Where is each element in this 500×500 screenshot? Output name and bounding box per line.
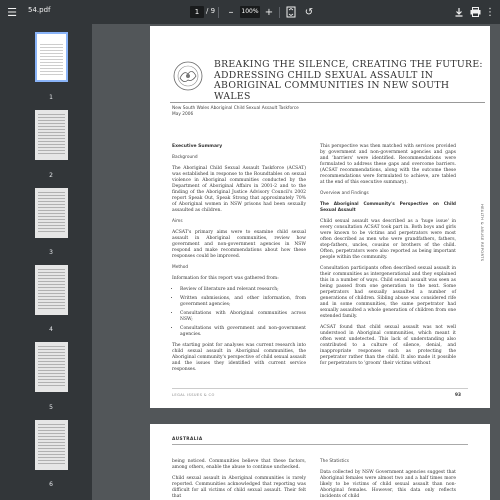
list-item: • Consultations with government and non-government agencies.: [180, 326, 306, 338]
page-thumbnail-6[interactable]: [35, 420, 68, 470]
right-column: [320, 459, 456, 500]
right-column: [320, 144, 456, 372]
subsection-heading: Background: [172, 155, 198, 160]
pdf-toolbar: [0, 0, 500, 24]
thumbnail-number: 1: [49, 94, 53, 101]
emblem-icon: [172, 60, 204, 92]
subsection-heading: The Statistics: [320, 459, 349, 464]
document-viewer[interactable]: [92, 24, 500, 500]
pdf-page-2: [150, 424, 490, 500]
thumbnail-number: 5: [49, 404, 53, 411]
page-thumbnail-1[interactable]: [35, 32, 68, 82]
plus-icon[interactable]: +: [264, 6, 274, 18]
left-column: [172, 459, 306, 500]
page-thumbnail-5[interactable]: [35, 342, 68, 392]
more-vert-icon[interactable]: ⋮: [485, 6, 495, 18]
list-item: • Review of literature and relevant research;: [180, 287, 306, 293]
paragraph: ACSAT found that child sexual assault was not well understood in Aboriginal communities, which meant it often went undetected. This lack of understanding also contributed to a culture of silence, denial, and inappropriate responses such as protecting the perpetrator rather than the child. It also made it possible for perpetrators to 'groom' their victims without: [320, 325, 456, 366]
paragraph: Child sexual assault in Aboriginal communities is rarely reported. Communities acknowledged that reporting was difficult for all victims of child sexual assault. Their felt that: [172, 476, 306, 499]
running-header: AUSTRALIA: [172, 437, 203, 442]
toolbar-divider: [279, 7, 280, 18]
page-thumbnail-2[interactable]: [35, 110, 68, 160]
paragraph: Consultation participants often described sexual assault in their communities as intergenerational and they explained this in a number of ways. Child sexual assault was seen as being passed from one generation to the next. Some perpetrators had sexually assaulted a number of generations of children. Sibling abuse was considered rife and in some communities, the same perpetrator had sexually assaulted a whole generation of children from one extended family.: [320, 266, 456, 319]
page-thumbnail-3[interactable]: [35, 188, 68, 238]
paragraph: Data collected by NSW Government agencies suggest that Aboriginal females were almost two and a half times more likely to be victims of child sexual assault than non-Aboriginal females. However, this data only reflects incidents of child: [320, 470, 456, 499]
fit-page-icon[interactable]: [284, 5, 298, 19]
download-icon[interactable]: [452, 5, 466, 19]
bullet-list: [180, 287, 306, 338]
footer-divider: [172, 388, 468, 389]
list-item: • Written submissions, and other information, from government agencies;: [180, 296, 306, 308]
print-icon[interactable]: [468, 5, 482, 19]
title-divider: [170, 102, 485, 103]
left-column: [172, 144, 306, 378]
side-section-label: HEALTH & ABUSE REPORTS: [480, 204, 484, 262]
page-number: 93: [455, 393, 461, 398]
menu-icon[interactable]: ☰: [7, 5, 17, 19]
page-number-input[interactable]: 1: [190, 6, 204, 18]
toolbar-divider: [218, 7, 219, 18]
subsection-heading: Method: [172, 265, 189, 270]
paragraph: The Aboriginal Child Sexual Assault Taskforce (ACSAT) was established in response to the Roundtables on sexual violence in Aboriginal communities conducted by the Department of Aboriginal Affairs in 2001-2 and to the finding of the Aboriginal Justice Advisory Council's 2002 report Speak Out, Speak Strong that approximately 70% of Aboriginal women in NSW prisons had been sexually assaulted as children.: [172, 166, 306, 213]
thumbnail-number: 2: [49, 172, 53, 179]
document-author: New South Wales Aboriginal Child Sexual Assault Taskforce: [172, 106, 299, 111]
paragraph: Information for this report was gathered from:: [172, 276, 279, 281]
paragraph: being noticed. Communities believe that these factors, among others, enable the abuse to continue unchecked.: [172, 459, 306, 470]
page-thumbnail-4[interactable]: [35, 265, 68, 315]
minus-icon[interactable]: –: [228, 6, 234, 18]
document-title: BREAKING THE SILENCE, CREATING THE FUTURE: ADDRESSING CHILD SEXUAL ASSAULT IN ABORIGINAL COMMUNITIES IN NEW SOUTH WALES: [214, 59, 483, 102]
zoom-input[interactable]: 100%: [240, 6, 260, 18]
thumbnail-sidebar: [0, 24, 92, 500]
thumbnail-number: 6: [49, 481, 53, 488]
paragraph: The starting point for analyses was current research into child sexual assault in Aboriginal communities, the Aboriginal community's perspective of child sexual assault and the issues they identified with current service responses.: [172, 343, 306, 372]
paragraph: ACSAT's primary aims were to examine child sexual assault in Aboriginal communities, review how government and non-government agencies in NSW respond and make recommendations about how these responses could be improved.: [172, 230, 306, 259]
page-total: / 9: [206, 7, 216, 15]
footer-journal: LEGAL ISSUES & CO: [172, 393, 215, 397]
subsection-heading: The Aboriginal Community's Perspective on Child Sexual Assault: [320, 202, 456, 213]
paragraph: This perspective was then matched with services provided by government and non-government agencies and gaps and 'barriers' were identified. Recommendations were formulated to address these gaps and overcome barriers. (ACSAT recommendations, along with the outcome these recommendations were formulated to achieve, are tabled at the end of this executive summary).: [320, 144, 456, 185]
section-heading: Executive Summary: [172, 144, 223, 149]
subsection-heading: Aims: [172, 219, 183, 224]
file-name: 54.pdf: [28, 6, 51, 14]
list-item: • Consultations with Aboriginal communities across NSW;: [180, 311, 306, 323]
pdf-page-1: [150, 26, 490, 408]
thumbnail-number: 3: [49, 249, 53, 256]
document-date: May 2006: [172, 112, 194, 117]
rotate-icon[interactable]: ↺: [304, 6, 314, 18]
header-divider: [172, 444, 468, 445]
paragraph: Child sexual assault was described as a 'huge issue' in every consultation ACSAT took part in. Both boys and girls were known to be victims and perpetrators were most often described as men who were grandfathers, fathers, step-fathers, uncles, cousins or brothers of the child. Often, perpetrators were also reported as being important people within the community.: [320, 219, 456, 260]
thumbnail-number: 4: [49, 326, 53, 333]
subsection-heading: Overview and Findings: [320, 191, 369, 196]
